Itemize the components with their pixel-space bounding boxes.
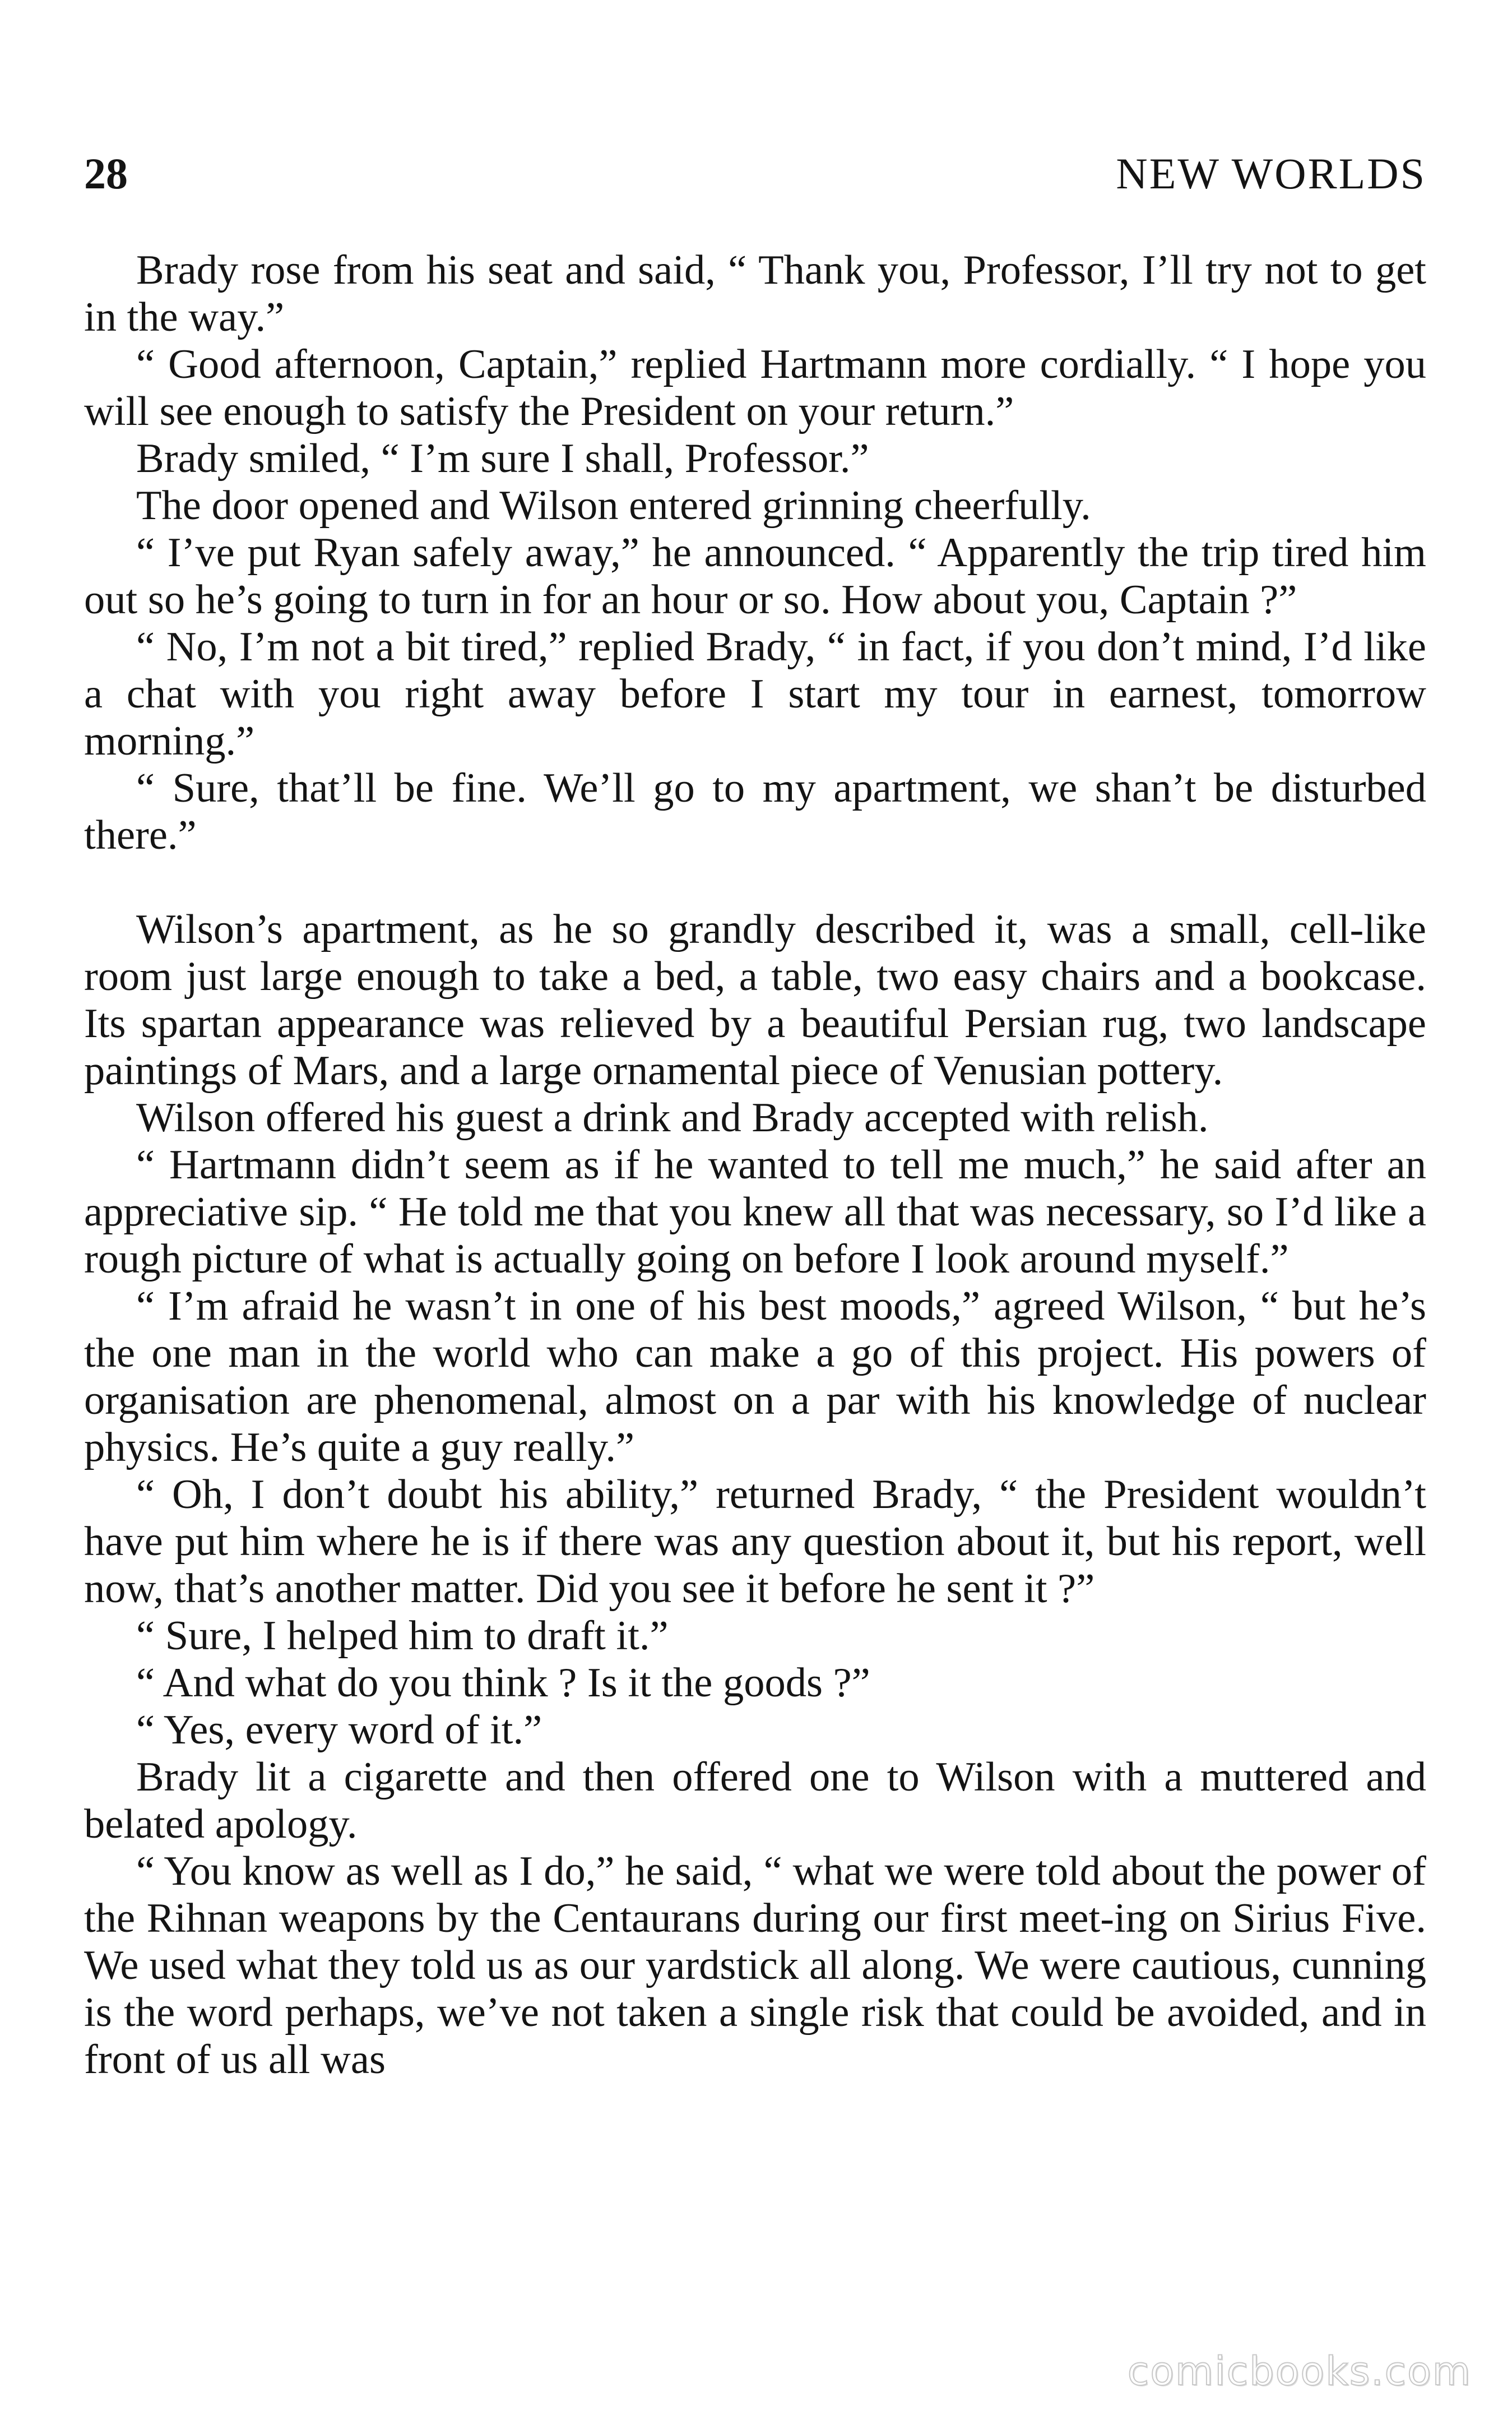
- paragraph: Wilson offered his guest a drink and Brady accepted with relish.: [136, 1095, 1209, 1141]
- paragraph: “ Sure, that’ll be fine. We’ll go to my apartment, we shan’t be disturbed there.”: [84, 765, 1426, 858]
- paragraph: “ I’ve put Ryan safely away,” he announced. “ Apparently the trip tired him out so he’s going to turn in for an hour or so. How about you, Captain ?”: [84, 530, 1426, 623]
- paragraph: “ I’m afraid he wasn’t in one of his best moods,” agreed Wilson, “ but he’s the one man in the world who can make a go of this project. His powers of organisation are phenomenal, almost on a par with his knowledge of nuclear physics. He’s quite a guy really.”: [84, 1283, 1426, 1470]
- page-number: 28: [84, 149, 128, 198]
- paragraph: Wilson’s apartment, as he so grandly described it, was a small, cell-like room just large enough to take a bed, a table, two easy chairs and a bookcase. Its spartan appearance was relieved by a beautiful Persian rug, two landscape paintings of Mars, and a large ornamental piece of Venusian pottery.: [84, 906, 1426, 1094]
- paragraph: “ Oh, I don’t doubt his ability,” returned Brady, “ the President wouldn’t have put him where he is if there was any question about it, but his report, well now, that’s another matter. Did you see it before he sent it ?”: [84, 1472, 1426, 1612]
- paragraph: “ Sure, I helped him to draft it.”: [136, 1613, 669, 1659]
- paragraph: “ Hartmann didn’t seem as if he wanted to tell me much,” he said after an appreciative sip. “ He told me that you knew all that was necessary, so I’d like a rough picture of what is actually going on before I look around myself.”: [84, 1142, 1426, 1282]
- running-head: NEW WORLDS: [1116, 149, 1426, 198]
- paragraph: Brady lit a cigarette and then offered one to Wilson with a muttered and belated apology.: [84, 1754, 1426, 1847]
- paragraph: “ Good afternoon, Captain,” replied Hartmann more cordially. “ I hope you will see enough to satisfy the President on your return.”: [84, 341, 1426, 434]
- paragraph: “ No, I’m not a bit tired,” replied Brady, “ in fact, if you don’t mind, I’d like a chat with you right away before I start my tour in earnest, tomorrow morning.”: [84, 624, 1426, 764]
- body-text: [84, 247, 1426, 2083]
- paragraph: “ Yes, every word of it.”: [136, 1707, 542, 1753]
- section-break: [84, 859, 1426, 906]
- paragraph: “ You know as well as I do,” he said, “ what we were told about the power of the Rihnan weapons by the Centaurans during our first meet-ing on Sirius Five. We used what they told us as our yardstick all along. We were cautious, cunning is the word perhaps, we’ve not taken a single risk that could be avoided, and in front of us all was: [84, 1848, 1426, 2083]
- paragraph: The door opened and Wilson entered grinning cheerfully.: [136, 483, 1091, 529]
- paragraph: Brady rose from his seat and said, “ Thank you, Professor, I’ll try not to get in the way.”: [84, 247, 1426, 340]
- paragraph: Brady smiled, “ I’m sure I shall, Professor.”: [136, 436, 869, 482]
- watermark: comicbooks.com: [1127, 2348, 1472, 2394]
- paragraph: “ And what do you think ? Is it the goods ?”: [136, 1660, 870, 1706]
- page-header: [84, 143, 1426, 205]
